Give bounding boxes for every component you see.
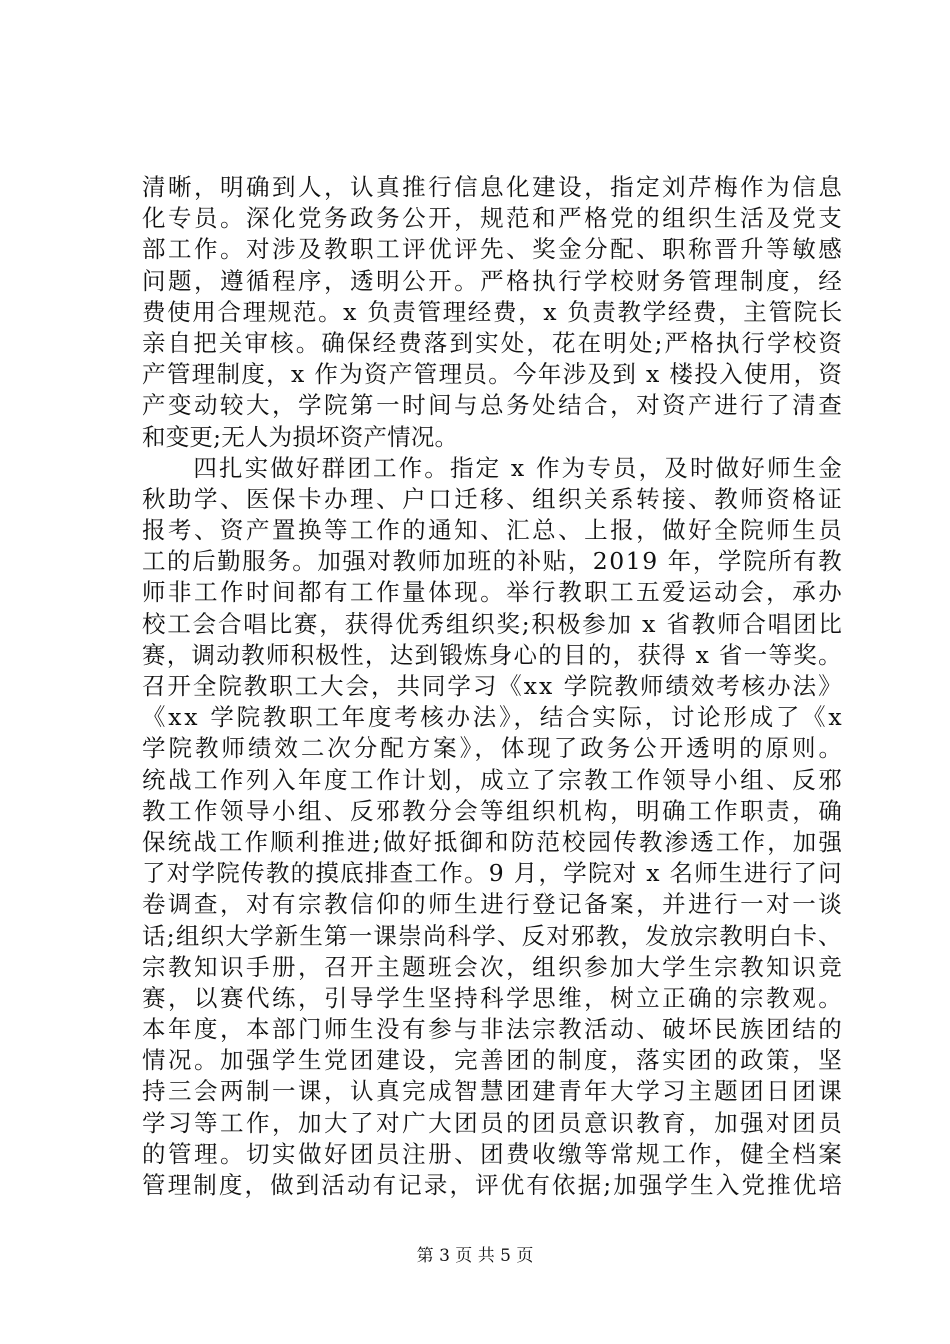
text-line: 管理制度，做到活动有记录，评优有依据;加强学生入党推优培 <box>142 1171 844 1199</box>
text-line: 赛，调动教师积极性，达到锻炼身心的目的，获得 x 省一等奖。 <box>142 640 843 669</box>
text-line: 《xx 学院教职工年度考核办法》，结合实际，讨论形成了《x <box>142 703 845 732</box>
text-line: 情况。加强学生党团建设，完善团的制度，落实团的政策，坚 <box>142 1046 845 1075</box>
text-line: 清晰，明确到人，认真推行信息化建设，指定刘芹梅作为信息 <box>142 173 845 201</box>
text-line: 教工作领导小组、反邪教分会等组织机构，明确工作职责，确 <box>142 796 845 825</box>
text-line: 统战工作列入年度工作计划，成立了宗教工作领导小组、反邪 <box>142 765 845 794</box>
text-line: 召开全院教职工大会，共同学习《xx 学院教师绩效考核办法》 <box>142 672 844 700</box>
text-line: 话;组织大学新生第一课崇尚科学、反对邪教，发放宗教明白卡、 <box>142 921 843 950</box>
text-line: 保统战工作顺利推进;做好抵御和防范校园传教渗透工作，加强 <box>142 827 844 856</box>
text-line: 亲自把关审核。确保经费落到实处，花在明处;严格执行学校资 <box>142 328 844 357</box>
text-line: 产管理制度，x 作为资产管理员。今年涉及到 x 楼投入使用，资 <box>142 360 844 389</box>
text-line: 师非工作时间都有工作量体现。举行教职工五爱运动会，承办 <box>142 578 845 607</box>
text-line: 问题，遵循程序，透明公开。严格执行学校财务管理制度，经 <box>142 266 845 295</box>
text-line: 本年度，本部门师生没有参与非法宗教活动、破坏民族团结的 <box>142 1015 845 1044</box>
text-line: 部工作。对涉及教职工评优评先、奖金分配、职称晋升等敏感 <box>142 235 845 264</box>
text-line: 学习等工作，加大了对广大团员的团员意识教育，加强对团员 <box>142 1108 845 1137</box>
text-line: 化专员。深化党务政务公开，规范和严格党的组织生活及党支 <box>142 204 845 233</box>
text-line: 秋助学、医保卡办理、户口迁移、组织关系转接、教师资格证 <box>142 484 845 513</box>
text-line: 持三会两制一课，认真完成智慧团建青年大学习主题团日团课 <box>142 1077 845 1106</box>
text-line: 了对学院传教的摸底排查工作。9 月，学院对 x 名师生进行了问 <box>142 859 843 888</box>
text-line: 卷调查，对有宗教信仰的师生进行登记备案，并进行一对一谈 <box>142 890 845 919</box>
text-line: 费使用合理规范。x 负责管理经费，x 负责教学经费，主管院长 <box>142 297 844 326</box>
text-line: 产变动较大，学院第一时间与总务处结合，对资产进行了清查 <box>142 391 845 420</box>
page-footer: 第 3 页 共 5 页 <box>416 1246 534 1266</box>
text-line: 和变更;无人为损坏资产情况。 <box>142 422 459 451</box>
text-line: 学院教师绩效二次分配方案》，体现了政务公开透明的原则。 <box>142 734 845 763</box>
text-line: 赛，以赛代练，引导学生坚持科学思维，树立正确的宗教观。 <box>142 983 845 1012</box>
text-line: 报考、资产置换等工作的通知、汇总、上报，做好全院师生员 <box>142 516 845 545</box>
text-line: 的管理。切实做好团员注册、团费收缴等常规工作，健全档案 <box>142 1139 845 1168</box>
text-line: 四扎实做好群团工作。指定 x 作为专员，及时做好师生金 <box>142 453 844 482</box>
body-text <box>142 172 845 1201</box>
text-line: 工的后勤服务。加强对教师加班的补贴，2019 年，学院所有教 <box>142 547 844 576</box>
text-line: 宗教知识手册，召开主题班会次，组织参加大学生宗教知识竞 <box>142 952 845 981</box>
text-line: 校工会合唱比赛，获得优秀组织奖;积极参加 x 省教师合唱团比 <box>142 609 844 638</box>
